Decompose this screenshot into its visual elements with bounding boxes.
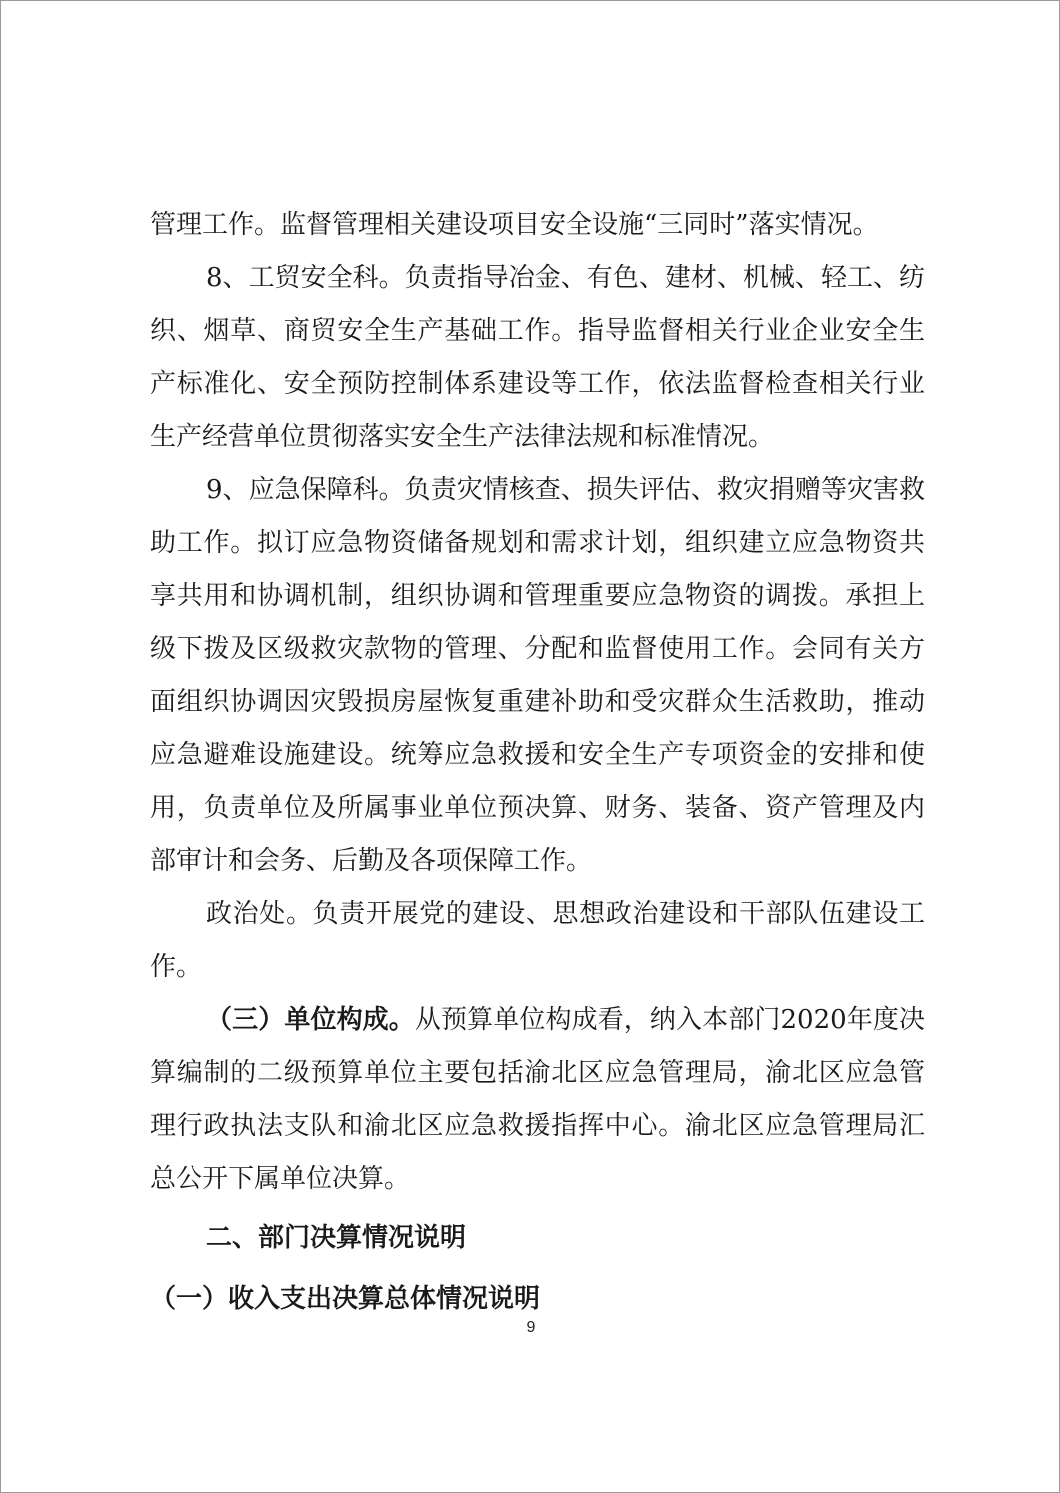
page-number: 9 [526,1319,536,1336]
paragraph-unit-composition [150,994,925,1206]
paragraph-political-office: 政治处。负责开展党的建设、思想政治建设和干部队伍建设工作。 [150,899,925,982]
unit-composition-body: 从预算单位构成看，纳入本部门2020年度决算编制的二级预算单位主要包括渝北区应急管理局，渝北区应急管理行政执法支队和渝北区应急救援指挥中心。渝北区应急管理局汇总公开下属单位决算。 [150,1005,925,1194]
unit-composition-heading: （三）单位构成。 [206,1005,415,1035]
page-content [150,199,925,1326]
paragraph-trade-safety-section: 8、工贸安全科。负责指导冶金、有色、建材、机械、轻工、纺织、烟草、商贸安全生产基础工作。指导监督相关行业企业安全生产标准化、安全预防控制体系建设等工作，依法监督检查相关行业生产经营单位贯彻落实安全生产法律法规和标准情况。 [150,263,925,452]
subsection-heading: （一）收入支出决算总体情况说明 [150,1284,541,1314]
paragraph-emergency-support-section: 9、应急保障科。负责灾情核查、损失评估、救灾捐赠等灾害救助工作。拟订应急物资储备规划和需求计划，组织建立应急物资共享共用和协调机制，组织协调和管理重要应急物资的调拨。承担上级下拨及区级救灾款物的管理、分配和监督使用工作。会同有关方面组织协调因灾毁损房屋恢复重建补助和受灾群众生活救助，推动应急避难设施建设。统筹应急救援和安全生产专项资金的安排和使用，负责单位及所属事业单位预决算、财务、装备、资产管理及内部审计和会务、后勤及各项保障工作。 [150,475,925,876]
section-heading: 二、部门决算情况说明 [206,1223,467,1253]
paragraph-safety-facilities: 管理工作。监督管理相关建设项目安全设施“三同时”落实情况。 [150,210,879,240]
